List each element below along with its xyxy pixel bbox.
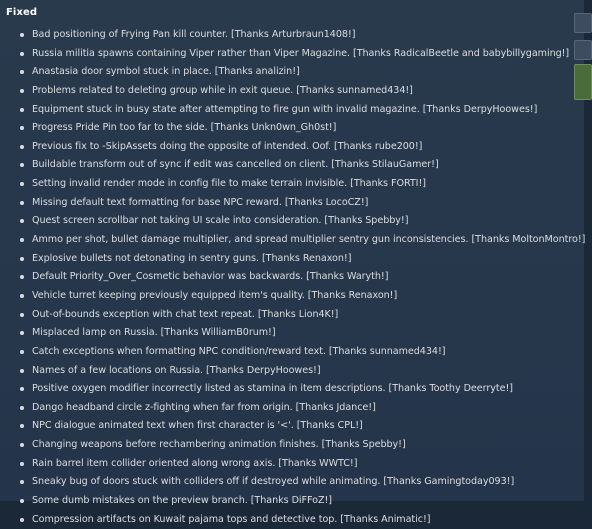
list-item xyxy=(0,306,585,325)
bullet-icon xyxy=(20,201,24,205)
list-item xyxy=(0,380,585,399)
bullet-icon xyxy=(20,350,24,354)
bullet-icon xyxy=(20,70,24,74)
list-item xyxy=(0,101,585,120)
bullet-icon xyxy=(20,126,24,130)
list-item-text: Default Priority_Over_Cosmetic behavior was backwards. [Thanks Waryth!] xyxy=(32,271,389,283)
list-item-text: Bad positioning of Frying Pan kill counter. [Thanks Arturbraun1408!] xyxy=(32,29,356,40)
list-item-text: Quest screen scrollbar not taking UI scale into consideration. [Thanks Spebby!] xyxy=(32,215,409,227)
list-item xyxy=(0,268,585,287)
bullet-icon xyxy=(20,369,24,373)
list-item-text: Catch exceptions when formatting NPC condition/reward text. [Thanks sunnamed434!] xyxy=(32,345,446,357)
list-item xyxy=(0,399,585,418)
list-item-text: Buildable transform out of sync if edit was cancelled on client. [Thanks StilauGamer!] xyxy=(32,159,439,171)
list-item xyxy=(0,231,585,250)
bullet-icon xyxy=(20,163,24,167)
bullet-icon xyxy=(20,257,24,261)
list-item-text: Setting invalid render mode in config file to make terrain invisible. [Thanks FORTI!] xyxy=(32,178,426,190)
list-item xyxy=(0,324,585,343)
list-item xyxy=(0,417,585,436)
bullet-icon xyxy=(20,443,24,447)
list-item xyxy=(0,212,585,231)
list-item-text: Ammo per shot, bullet damage multiplier, and spread multiplier sentry gun inconsistencies. [Thanks MoltonMontro!] xyxy=(32,234,586,246)
side-button[interactable] xyxy=(574,13,592,33)
list-item-text: Rain barrel item collider oriented along wrong axis. [Thanks WWTC!] xyxy=(32,457,358,469)
list-item-text: Names of a few locations on Russia. [Thanks DerpyHoowes!] xyxy=(32,364,321,376)
list-item-text: Out-of-bounds exception with chat text repeat. [Thanks Lion4K!] xyxy=(32,308,339,320)
list-item xyxy=(0,45,585,64)
list-item-text: Missing default text formatting for base NPC reward. [Thanks LocoCZ!] xyxy=(32,196,369,208)
list-item xyxy=(0,194,585,213)
bullet-icon xyxy=(20,238,24,242)
bullet-icon xyxy=(20,499,24,503)
list-item-text: Russia militia spawns containing Viper rather than Viper Magazine. [Thanks RadicalBeetle and babybillygaming!] xyxy=(32,47,570,59)
bullet-icon xyxy=(20,313,24,317)
list-item xyxy=(0,492,585,511)
bullet-icon xyxy=(20,219,24,223)
fixed-list xyxy=(0,26,585,529)
list-item-text: Progress Pride Pin too far to the side. [Thanks Unkn0wn_Gh0st!] xyxy=(32,122,337,134)
list-item-text: Vehicle turret keeping previously equipped item's quality. [Thanks Renaxon!] xyxy=(32,289,398,301)
list-item xyxy=(0,287,585,306)
list-item-text: NPC dialogue animated text when first character is '<'. [Thanks CPL!] xyxy=(32,420,363,432)
list-item xyxy=(0,63,585,82)
list-item xyxy=(0,473,585,492)
list-item-text: Previous fix to -SkipAssets doing the opposite of intended. Oof. [Thanks rube200!] xyxy=(32,140,423,152)
list-item xyxy=(0,175,585,194)
bullet-icon xyxy=(20,387,24,391)
list-item-text: Dango headband circle z-fighting when far from origin. [Thanks Jdance!] xyxy=(32,401,376,413)
list-item-text: Problems related to deleting group while in exit queue. [Thanks sunnamed434!] xyxy=(32,84,413,96)
bullet-icon xyxy=(20,108,24,112)
list-item-text: Misplaced lamp on Russia. [Thanks WilliamB0rum!] xyxy=(32,327,276,339)
list-item-text: Changing weapons before rechambering animation finishes. [Thanks Spebby!] xyxy=(32,439,406,451)
bullet-icon xyxy=(20,480,24,484)
list-item-text: Some dumb mistakes on the preview branch. [Thanks DiFFoZ!] xyxy=(32,495,332,507)
bullet-icon xyxy=(20,275,24,279)
list-item xyxy=(0,138,585,157)
bullet-icon xyxy=(20,331,24,335)
list-item-text: Anastasia door symbol stuck in place. [Thanks analizin!] xyxy=(32,66,300,78)
bullet-icon xyxy=(20,182,24,186)
bullet-icon xyxy=(20,518,24,522)
bullet-icon xyxy=(20,406,24,410)
list-item-text: Equipment stuck in busy state after attempting to fire gun with invalid magazine. [Thanks DerpyHoowes!] xyxy=(32,103,538,115)
list-item xyxy=(0,82,585,101)
bullet-icon xyxy=(20,33,24,37)
list-item-text: Positive oxygen modifier incorrectly listed as stamina in item descriptions. [Thanks Toothy Deerryte!] xyxy=(32,383,513,395)
list-item xyxy=(0,343,585,362)
side-button[interactable] xyxy=(574,64,592,100)
list-item xyxy=(0,362,585,381)
list-item xyxy=(0,250,585,269)
bullet-icon xyxy=(20,462,24,466)
section-heading: Fixed xyxy=(6,7,38,18)
bullet-icon xyxy=(20,424,24,428)
list-item-text: Compression artifacts on Kuwait pajama tops and detective top. [Thanks Animatic!] xyxy=(32,513,431,525)
list-item xyxy=(0,455,585,474)
list-item xyxy=(0,511,585,529)
list-item-text: Sneaky bug of doors stuck with colliders off if destroyed while animating. [Thanks Gamingtoday093!] xyxy=(32,476,515,488)
side-button[interactable] xyxy=(574,40,592,60)
bullet-icon xyxy=(20,89,24,93)
bullet-icon xyxy=(20,145,24,149)
list-item xyxy=(0,156,585,175)
bullet-icon xyxy=(20,294,24,298)
list-item xyxy=(0,436,585,455)
list-item-text: Explosive bullets not detonating in sentry guns. [Thanks Renaxon!] xyxy=(32,252,352,264)
list-item xyxy=(0,119,585,138)
list-item xyxy=(0,26,585,45)
bullet-icon xyxy=(20,52,24,56)
